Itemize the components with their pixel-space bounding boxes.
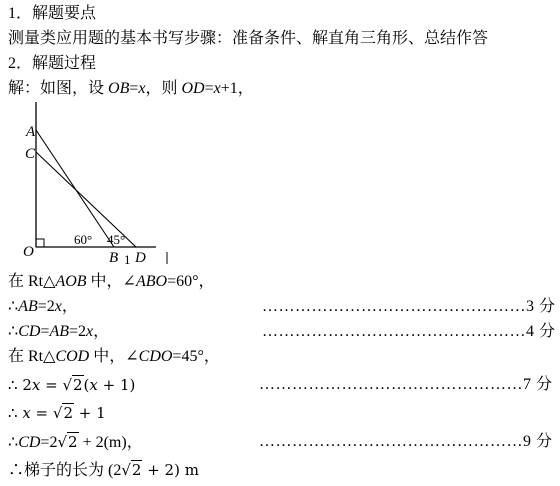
- step6-tail: + 1: [74, 404, 106, 422]
- intro-ob: OB: [108, 80, 130, 97]
- step8-tail: + 2) m: [142, 461, 199, 479]
- step3-eq1: =: [40, 323, 50, 340]
- step8-sqrt: √2: [121, 461, 142, 479]
- step-2: [8, 297, 78, 317]
- label-D: D: [135, 250, 146, 266]
- step8-radicand: 2: [131, 461, 142, 479]
- intro-prefix: 解：如图，设: [8, 80, 109, 97]
- step3-lhs: CD: [18, 323, 41, 340]
- step3-var: x: [86, 323, 94, 340]
- step7-lhs: CD: [18, 434, 41, 451]
- step1-mid: 中，∠: [86, 273, 136, 290]
- step6-radicand: 2: [63, 404, 73, 422]
- step7-score: …………………………………………9 分: [259, 433, 553, 450]
- step2-tail: ，: [61, 298, 78, 315]
- step-8: [8, 460, 199, 481]
- section2-heading: 2．解题过程: [8, 55, 97, 72]
- step5-coef: 2: [22, 376, 32, 394]
- step4-mid: 中，∠: [89, 348, 139, 365]
- step7-equals: =2: [40, 434, 58, 451]
- step-3: [8, 322, 109, 342]
- section1-text: 测量类应用题的基本书写步骤：准备条件、解直角三角形、总结作答: [8, 30, 489, 47]
- label-A: A: [26, 124, 36, 140]
- step-1: [8, 272, 215, 292]
- intro-eq2: =: [204, 80, 214, 97]
- step1-triangle: AOB: [55, 273, 87, 290]
- step4-angle: CDO: [138, 348, 173, 365]
- step5-sqrt: √2: [62, 376, 83, 394]
- label-B: B: [109, 250, 119, 266]
- step5-paren-open: (: [83, 376, 90, 394]
- right-angle-mark: [36, 239, 44, 247]
- step6-var: x: [22, 404, 31, 422]
- label-angle60: 60°: [74, 232, 93, 247]
- step5-var2: x: [89, 376, 98, 394]
- step-6: [8, 403, 106, 423]
- step6-equals: =: [30, 404, 53, 422]
- step4-prefix: 在 Rt△: [8, 348, 56, 365]
- step2-var: x: [54, 298, 62, 315]
- step2-therefore: ∴: [8, 298, 19, 315]
- step-5: [8, 375, 135, 395]
- step3-eq2: =2: [69, 323, 87, 340]
- step5-var: x: [31, 376, 41, 394]
- step5-score: …………………………………………7 分: [259, 376, 553, 393]
- step1-prefix: 在 Rt△: [8, 273, 56, 290]
- intro-mid: ，则: [145, 80, 182, 97]
- step3-therefore: ∴: [8, 323, 19, 340]
- step6-sqrt: √2: [52, 404, 73, 422]
- step2-eq: =2: [37, 298, 55, 315]
- step8-text: ∴梯子的长为 (2: [8, 462, 122, 479]
- label-one: 1: [124, 252, 131, 267]
- intro-line: [8, 79, 254, 99]
- step1-angle: ABO: [135, 273, 168, 290]
- step2-score: …………………………………………3 分: [262, 298, 556, 315]
- label-angle45: 45°: [107, 232, 126, 247]
- intro-tail: +1，: [220, 80, 254, 97]
- step6-therefore: ∴: [8, 404, 23, 422]
- intro-od: OD: [181, 80, 205, 97]
- step3-tail: ，: [93, 323, 110, 340]
- step3-mid: AB: [49, 323, 69, 340]
- intro-x: x: [138, 80, 146, 97]
- step7-sqrt: √2: [57, 433, 78, 451]
- step7-radicand: 2: [68, 433, 78, 451]
- step7-tail: + 2(m)，: [78, 434, 143, 451]
- step-7: [8, 432, 143, 453]
- step2-lhs: AB: [18, 298, 38, 315]
- step5-equals: =: [40, 376, 63, 394]
- section1-heading: 1．解题要点: [8, 5, 97, 22]
- geometry-figure: [14, 100, 194, 270]
- step5-therefore: ∴: [8, 376, 23, 394]
- step4-tail: =45°，: [172, 348, 220, 365]
- step-4: [8, 347, 220, 367]
- step5-paren-close: + 1): [97, 376, 136, 394]
- label-C: C: [25, 146, 36, 162]
- step4-triangle: COD: [55, 348, 90, 365]
- step5-radicand: 2: [73, 376, 83, 394]
- label-O: O: [23, 244, 34, 260]
- step1-tail: =60°，: [167, 273, 215, 290]
- step7-therefore: ∴: [8, 434, 19, 451]
- intro-x2: x: [213, 80, 221, 97]
- step3-score: …………………………………………4 分: [262, 323, 556, 340]
- intro-eq1: =: [129, 80, 139, 97]
